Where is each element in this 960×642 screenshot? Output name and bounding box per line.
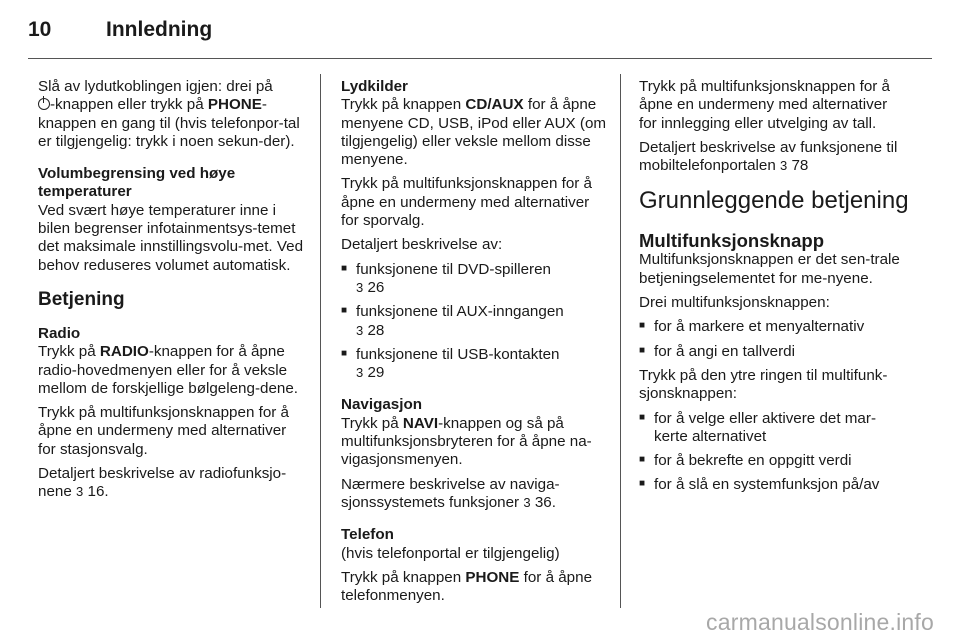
list-item: ■ funksjonene til USB-kontakten 3 29 [341, 346, 607, 383]
paragraph-lydkilder-2: Trykk på multifunksjonsknappen for å åpne en undermeny med alternativer for sporvalg. [341, 175, 592, 230]
heading-navigasjon: Navigasjon [341, 396, 423, 414]
list-item: ■ for å bekrefte en oppgitt verdi [639, 452, 909, 470]
column-divider-1 [320, 74, 321, 608]
page-ref-arrow-icon: 3 [356, 322, 364, 338]
paragraph-telefon: (hvis telefonportal er tilgjengelig) [341, 544, 560, 562]
paragraph-drei: Drei multifunksjonsknappen: [639, 294, 830, 312]
watermark: carmanualsonline.info [706, 609, 934, 635]
heading-multifunksjonsknapp: Multifunksjonsknapp [639, 230, 824, 252]
page-ref-arrow-icon: 3 [356, 365, 364, 381]
paragraph-mobil: Detaljert beskrivelse av funksjonene til mobiltelefonportalen 3 78 [639, 138, 898, 175]
page-number: 10 [28, 18, 52, 41]
list-item: ■ for å angi en tallverdi [639, 343, 909, 361]
heading-telefon: Telefon [341, 526, 394, 544]
paragraph-trykk: Trykk på den ytre ringen til multifunk-sjonsknappen: [639, 366, 888, 403]
paragraph-volume: Ved svært høye temperaturer inne i bilen begrenser infotainmentsys-temet det maksimale innstillingsvolu-met. Ved behov reduseres volumet automatisk. [38, 201, 304, 274]
paragraph-radio-3: Detaljert beskrivelse av radiofunksjo-nene 3 16. [38, 465, 287, 501]
key-navi: NAVI [402, 414, 439, 432]
paragraph-radio: Trykk på RADIO-knappen for å åpne radio-hovedmenyen eller for å veksle mellom de forskjellige bølgeleng-dene. [38, 343, 299, 397]
heading-lydkilder: Lydkilder [341, 78, 408, 95]
paragraph-tall: Trykk på multifunksjonsknappen for å åpne en undermeny med alternativer for innlegging eller utvelging av tall. [639, 78, 890, 132]
key-phone: PHONE [207, 96, 262, 114]
list-item: ■ for å velge eller aktivere det mar-kerte alternativet [639, 410, 909, 447]
page-ref-arrow-icon: 3 [76, 484, 84, 500]
column-2 [341, 78, 607, 611]
column-3 [639, 78, 909, 501]
heading-betjening: Betjening [38, 288, 125, 310]
column-1 [38, 78, 306, 508]
paragraph-lydkilder: Trykk på knappen CD/AUX for å åpne menyene CD, USB, iPod eller AUX (om tilgjengelig) eller veksle mellom disse menyene. [341, 96, 607, 169]
paragraph-telefon-2: Trykk på knappen PHONE for å åpne telefonmenyen. [341, 568, 593, 605]
paragraph-multi: Multifunksjonsknappen er det sen-trale betjeningselementet for me-nyene. [639, 251, 900, 287]
key-radio: RADIO [99, 343, 149, 361]
page-header [28, 18, 212, 48]
paragraph-lydkilder-3: Detaljert beskrivelse av: [341, 236, 503, 254]
chapter-title: Innledning [106, 18, 213, 41]
list-item: ■ funksjonene til DVD-spilleren 3 26 [341, 261, 607, 298]
paragraph-radio-2: Trykk på multifunksjonsknappen for å åpne en undermeny med alternativer for stasjonsvalg. [38, 404, 289, 458]
heading-radio: Radio [38, 324, 81, 342]
page-ref: 16. [87, 483, 109, 501]
paragraph-navigasjon: Trykk på NAVI-knappen og så på multifunksjonsbryteren for å åpne na-vigasjonsmenyen. [341, 414, 592, 469]
heading-grunnleggende: Grunnleggende betjening [639, 187, 909, 215]
list-item: ■ funksjonene til AUX-inngangen 3 28 [341, 303, 607, 340]
power-icon [38, 98, 50, 110]
header-rule [28, 58, 932, 59]
page-ref-arrow-icon: 3 [523, 494, 531, 510]
list-item: ■ for å slå en systemfunksjon på/av [639, 476, 909, 494]
heading-volume: Volumbegrensing ved høye temperaturer [38, 165, 236, 201]
page-ref-arrow-icon: 3 [780, 158, 788, 174]
list-item: ■ for å markere et menyalternativ [639, 318, 909, 336]
paragraph-mute: Slå av lydutkoblingen igjen: drei på -knappen eller trykk på PHONE-knappen en gang til (hvis telefonpor-tal er tilgjengelig: trykk i noen sekun-der). [38, 78, 300, 150]
column-divider-2 [620, 74, 621, 608]
key-phone: PHONE [465, 568, 520, 586]
paragraph-navigasjon-2: Nærmere beskrivelse av naviga-sjonssystemets funksjoner 3 36. [341, 475, 560, 511]
page-ref-arrow-icon: 3 [356, 279, 364, 295]
key-cd-aux: CD/AUX [465, 96, 524, 114]
